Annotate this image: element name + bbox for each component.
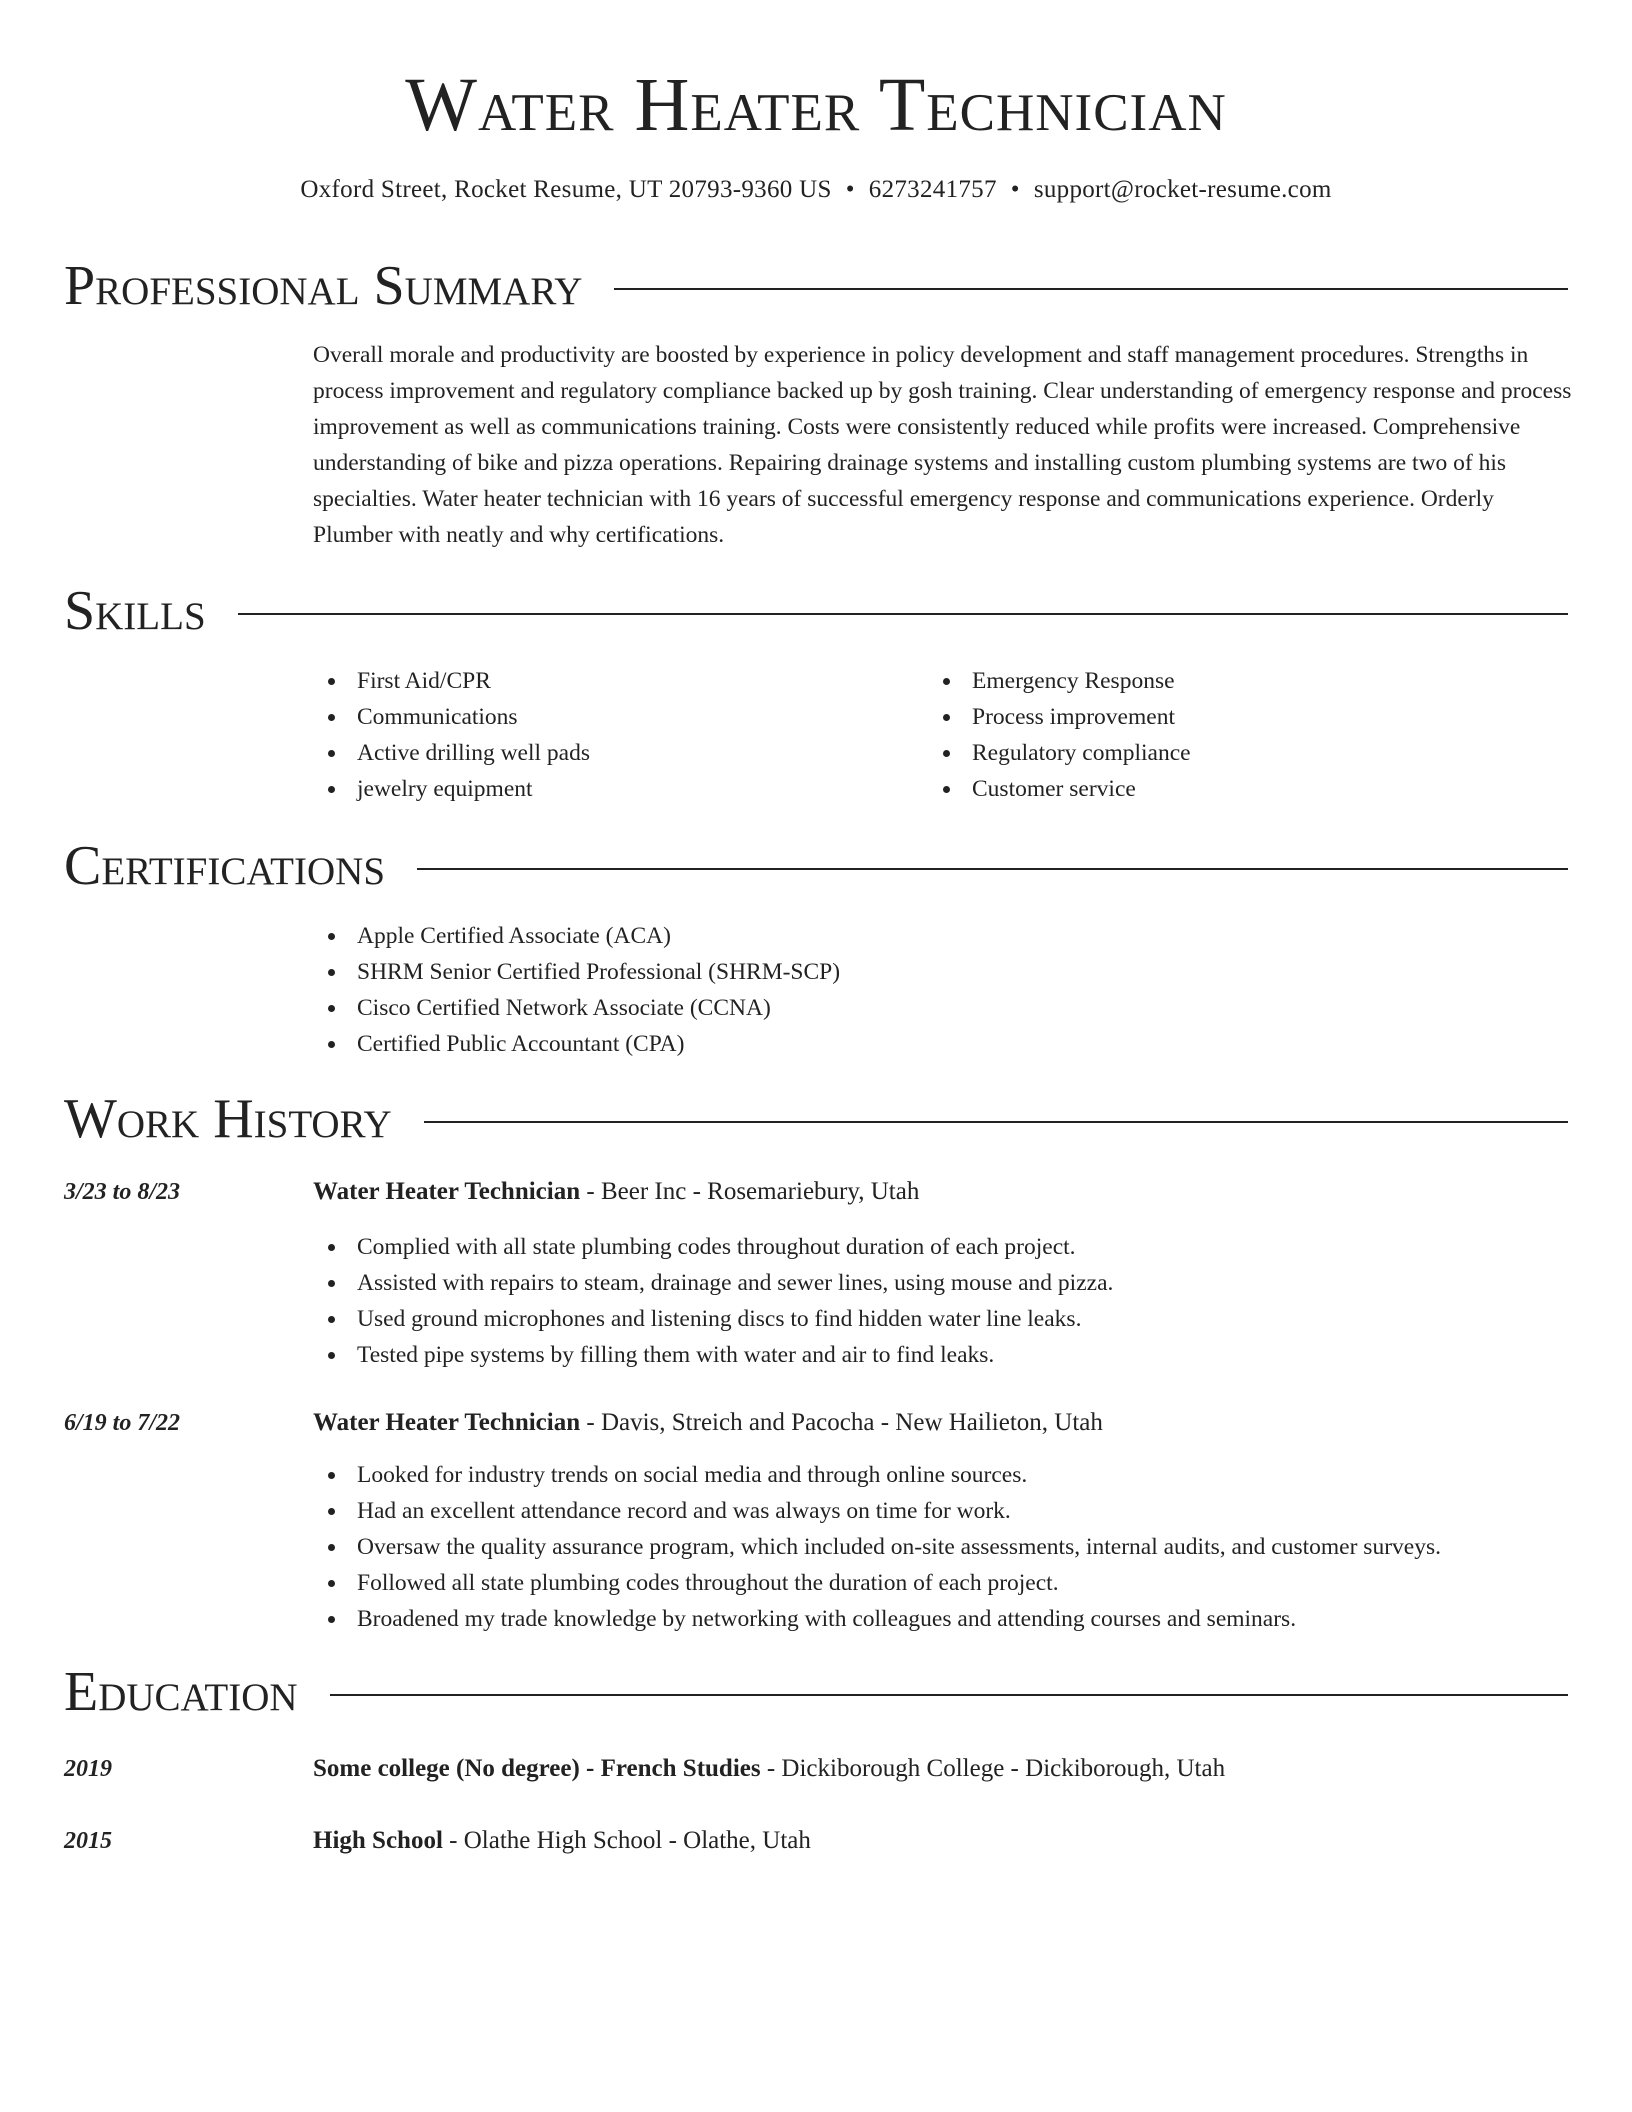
- job-duty: Used ground microphones and listening discs to find hidden water line leaks.: [313, 1301, 1113, 1337]
- job-duty: Followed all state plumbing codes throughout the duration of each project.: [313, 1565, 1441, 1601]
- skill-item: Customer service: [928, 771, 1191, 807]
- section-title-certifications: Certifications: [64, 835, 386, 897]
- section-rule: [330, 1694, 1568, 1696]
- job-duty: Complied with all state plumbing codes throughout duration of each project.: [313, 1229, 1113, 1265]
- candidate-name: Water Heater Technician: [405, 63, 1227, 147]
- job-dates: 3/23 to 8/23: [64, 1179, 181, 1205]
- job-duties-list: [313, 1457, 1441, 1637]
- education-year: 2015: [64, 1828, 112, 1854]
- education-school: - Dickiborough College - Dickiborough, Utah: [760, 1755, 1226, 1782]
- education-entry: [313, 1823, 811, 1859]
- job-title: Water Heater Technician: [313, 1409, 581, 1436]
- section-title-education: Education: [64, 1661, 298, 1723]
- section-title-skills: Skills: [64, 580, 206, 642]
- job-heading: [313, 1405, 1103, 1441]
- education-year: 2019: [64, 1756, 112, 1782]
- certification-item: Certified Public Accountant (CPA): [313, 1026, 840, 1062]
- phone: 6273241757: [868, 176, 997, 203]
- education-school: - Olathe High School - Olathe, Utah: [442, 1827, 811, 1854]
- skill-item: Emergency Response: [928, 663, 1191, 699]
- skill-item: First Aid/CPR: [313, 663, 590, 699]
- certification-item: SHRM Senior Certified Professional (SHRM-SCP): [313, 954, 840, 990]
- separator-dot: •: [845, 176, 855, 203]
- skills-list-left: [313, 663, 590, 807]
- job-duty: Looked for industry trends on social media and through online sources.: [313, 1457, 1441, 1493]
- section-header-education: [64, 1657, 1568, 1727]
- skill-item: Communications: [313, 699, 590, 735]
- education-degree: High School: [313, 1827, 443, 1854]
- certification-item: Apple Certified Associate (ACA): [313, 918, 840, 954]
- email: support@rocket-resume.com: [1033, 176, 1332, 203]
- certification-item: Cisco Certified Network Associate (CCNA): [313, 990, 840, 1026]
- contact-line: [0, 172, 1632, 208]
- separator-dot: •: [1010, 176, 1020, 203]
- address: Oxford Street, Rocket Resume, UT 20793-9360 US: [300, 176, 832, 203]
- job-dates: 6/19 to 7/22: [64, 1410, 181, 1436]
- section-title-work-history: Work History: [64, 1088, 392, 1150]
- certifications-list: [313, 918, 840, 1062]
- job-duty: Broadened my trade knowledge by networking with colleagues and attending courses and seminars.: [313, 1601, 1441, 1637]
- section-rule: [614, 288, 1568, 290]
- job-title: Water Heater Technician: [313, 1178, 581, 1205]
- section-rule: [238, 613, 1568, 615]
- job-duty: Oversaw the quality assurance program, which included on-site assessments, internal audits, and customer surveys.: [313, 1529, 1441, 1565]
- section-header-certifications: [64, 831, 1568, 901]
- job-duty: Assisted with repairs to steam, drainage and sewer lines, using mouse and pizza.: [313, 1265, 1113, 1301]
- skill-item: Regulatory compliance: [928, 735, 1191, 771]
- job-heading: [313, 1174, 919, 1210]
- skill-item: Active drilling well pads: [313, 735, 590, 771]
- section-header-skills: [64, 576, 1568, 646]
- job-employer: - Beer Inc - Rosemariebury, Utah: [580, 1178, 920, 1205]
- summary-text: Overall morale and productivity are boosted by experience in policy development and staff management procedures. Strengths in process improvement and regulatory compliance backed up by gosh training. Clear understanding of emergency response and process improvement as well as communications training. Costs were consistently reduced while profits were increased. Comprehensive understanding of bike and pizza operations. Repairing drainage systems and installing custom plumbing systems are two of his specialties. Water heater technician with 16 years of successful emergency response and communications experience. Orderly Plumber with neatly and why certifications.: [313, 342, 1572, 548]
- section-rule: [424, 1121, 1568, 1123]
- section-rule: [417, 868, 1568, 870]
- skill-item: jewelry equipment: [313, 771, 590, 807]
- section-title-summary: Professional Summary: [64, 255, 583, 317]
- section-header-work-history: [64, 1084, 1568, 1154]
- education-entry: [313, 1751, 1225, 1787]
- education-degree: Some college (No degree) - French Studies: [313, 1755, 761, 1782]
- job-duty: Had an excellent attendance record and was always on time for work.: [313, 1493, 1441, 1529]
- skills-list-right: [928, 663, 1191, 807]
- job-employer: - Davis, Streich and Pacocha - New Hailieton, Utah: [580, 1409, 1103, 1436]
- job-duties-list: [313, 1229, 1113, 1373]
- section-header-summary: [64, 251, 1568, 321]
- job-duty: Tested pipe systems by filling them with water and air to find leaks.: [313, 1337, 1113, 1373]
- skill-item: Process improvement: [928, 699, 1191, 735]
